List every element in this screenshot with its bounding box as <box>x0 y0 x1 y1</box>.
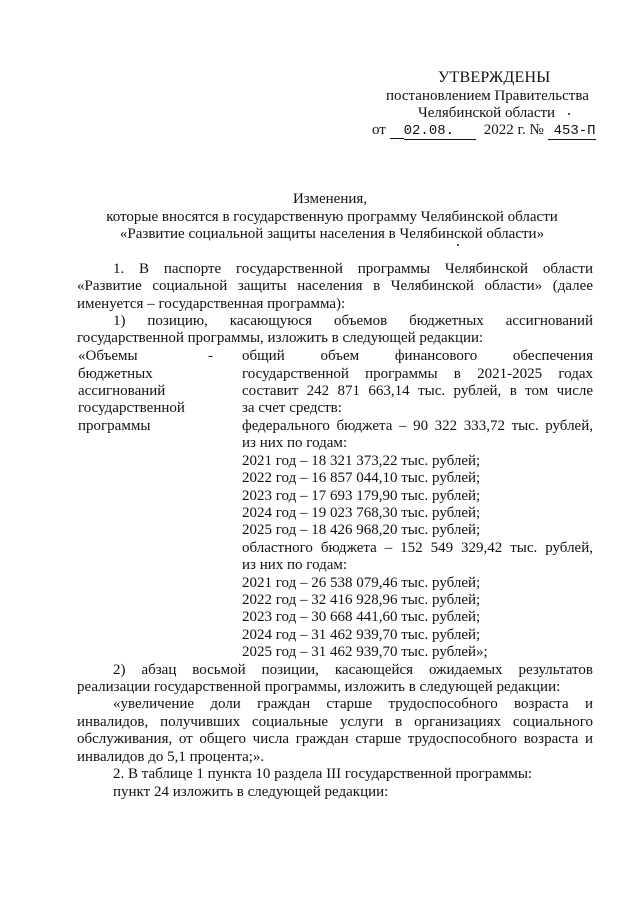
table-right-16: 2023 год – 30 668 441,60 тыс. рублей; <box>242 609 481 625</box>
para1-line-3: именуется – государственная программа): <box>77 296 346 312</box>
heading-dot <box>457 244 459 246</box>
para1-2-line-6: инвалидов до 5,1 процента;». <box>77 749 265 765</box>
approval-title: УТВЕРЖДЕНЫ <box>438 69 551 86</box>
table-right-6: из них по годам: <box>242 435 348 451</box>
table-right-5: федерального бюджета – 90 322 333,72 тыс. рублей, <box>242 418 593 434</box>
approval-line-2: Челябинской области <box>418 105 556 121</box>
approval-date: 02.08. <box>404 123 476 140</box>
table-dash: - <box>208 348 213 364</box>
para1-2-line-3: «увеличение доли граждан старше трудоспособного возраста и <box>113 696 593 712</box>
table-right-8: 2022 год – 16 857 044,10 тыс. рублей; <box>242 470 481 486</box>
table-right-2: государственной программы в 2021-2025 годах <box>242 366 593 382</box>
approval-date-line <box>372 122 596 140</box>
para2-line-2: пункт 24 изложить в следующей редакции: <box>113 784 389 800</box>
approval-dot <box>568 113 570 115</box>
table-left-3: ассигнований <box>78 383 166 399</box>
table-right-11: 2025 год – 18 426 968,20 тыс. рублей; <box>242 522 481 538</box>
para1-2-line-5: обслуживания, от общего числа граждан старше трудоспособного возраста и <box>77 731 593 747</box>
para1-2-line-2: реализации государственной программы, изложить в следующей редакции: <box>77 679 561 695</box>
para1-2-line-4: инвалидов, получивших социальные услуги в организациях социального <box>77 714 593 730</box>
table-right-15: 2022 год – 32 416 928,96 тыс. рублей; <box>242 592 481 608</box>
approval-from: от <box>372 122 386 138</box>
table-left-2: бюджетных <box>78 366 153 382</box>
table-right-13: из них по годам: <box>242 557 348 573</box>
approval-number: 453-П <box>548 123 596 140</box>
table-right-17: 2024 год – 31 462 939,70 тыс. рублей; <box>242 627 481 643</box>
table-right-7: 2021 год – 18 321 373,22 тыс. рублей; <box>242 453 481 469</box>
para1-1-line-1: 1) позицию, касающуюся объемов бюджетных ассигнований <box>113 313 593 329</box>
table-left-5: программы <box>78 418 151 434</box>
table-left-1: «Объемы <box>78 348 138 364</box>
table-right-9: 2023 год – 17 693 179,90 тыс. рублей; <box>242 488 481 504</box>
table-left-4: государственной <box>78 400 185 416</box>
table-right-1: общий объем финансового обеспечения <box>242 348 593 364</box>
table-right-18: 2025 год – 31 462 939,70 тыс. рублей»; <box>242 644 488 660</box>
heading-title: Изменения, <box>292 191 368 207</box>
approval-line-1: постановлением Правительства <box>386 88 589 104</box>
table-right-10: 2024 год – 19 023 768,30 тыс. рублей; <box>242 505 481 521</box>
para1-line-1: 1. В паспорте государственной программы Челябинской области <box>113 261 593 277</box>
table-right-4: за счет средств: <box>242 400 342 416</box>
heading-line-2: «Развитие социальной защиты населения в Челябинской области» <box>119 226 545 242</box>
para2-line-1: 2. В таблице 1 пункта 10 раздела III государственной программы: <box>113 766 533 782</box>
heading-line-1: которые вносятся в государственную программу Челябинской области <box>106 209 558 225</box>
para1-line-2: «Развитие социальной защиты населения в Челябинской области» (далее <box>77 278 593 294</box>
para1-1-line-2: государственной программы, изложить в следующей редакции: <box>77 330 484 346</box>
para1-2-line-1: 2) абзац восьмой позиции, касающейся ожидаемых результатов <box>113 662 593 678</box>
table-right-14: 2021 год – 26 538 079,46 тыс. рублей; <box>242 575 481 591</box>
table-right-3: составит 242 871 663,14 тыс. рублей, в том числе <box>242 383 593 399</box>
approval-year: 2022 г. № <box>483 122 544 138</box>
table-right-12: областного бюджета – 152 549 329,42 тыс. рублей, <box>242 540 593 556</box>
